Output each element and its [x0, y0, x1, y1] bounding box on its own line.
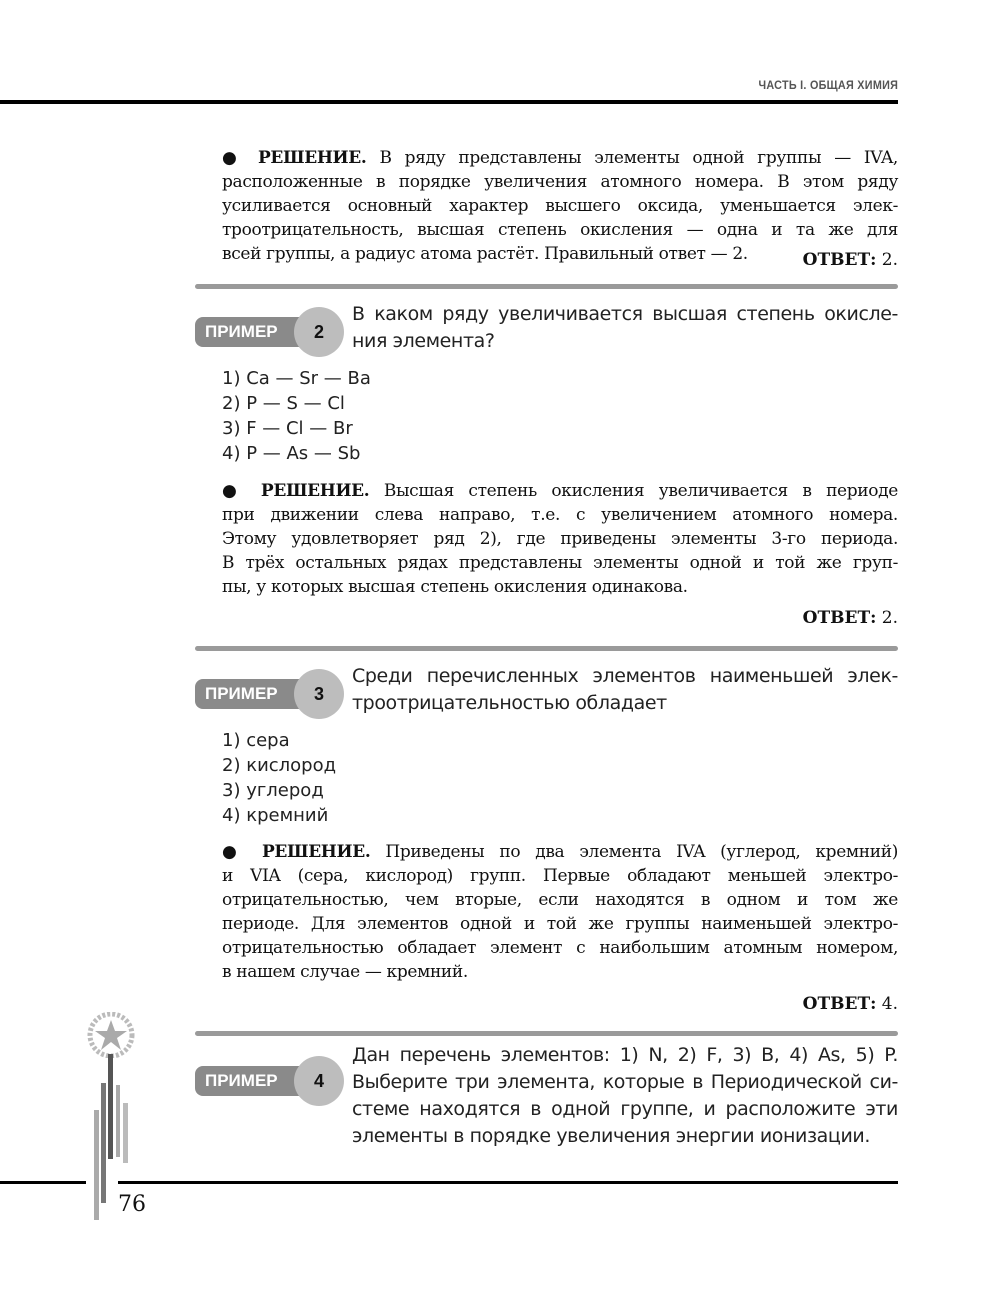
- line-text: В ряду представлены элементы одной группы — IVA,: [366, 148, 898, 168]
- section-divider: [195, 284, 898, 289]
- example-number: 2: [294, 307, 344, 357]
- answer-label: ОТВЕТ:: [802, 608, 877, 628]
- answer-option: 2) P — S — Cl: [222, 393, 345, 414]
- paragraph-line: [222, 864, 898, 888]
- answer-option: 1) сера: [222, 730, 290, 751]
- paragraph-line: [222, 936, 898, 960]
- solution: [222, 840, 898, 984]
- paragraph-line: [222, 840, 898, 864]
- answer-option: 2) кислород: [222, 755, 337, 776]
- example-question: [352, 663, 898, 717]
- answer-options: [222, 366, 371, 466]
- running-header: ЧАСТЬ I. ОБЩАЯ ХИМИЯ: [758, 78, 898, 92]
- line-text: в нашем случае — кремний.: [222, 962, 468, 982]
- example-badge: [195, 1066, 335, 1096]
- answer-option: 3) углерод: [222, 780, 324, 801]
- question-line: Выберите три элемента, которые в Периодической си-: [352, 1071, 898, 1093]
- paragraph-line: [222, 194, 898, 218]
- example-number: 3: [294, 669, 344, 719]
- line-text: всей группы, а радиус атома растёт. Правильный ответ — 2.: [222, 244, 748, 264]
- question-line: В каком ряду увеличивается высшая степень окисле-: [352, 303, 898, 325]
- example-number: 4: [294, 1056, 344, 1106]
- line-text: отрицательностью, чем вторые, если находятся в одном и том же: [222, 890, 898, 910]
- paragraph-line: [222, 146, 898, 170]
- solution: [222, 146, 898, 266]
- solution: [222, 479, 898, 599]
- line-text: при движении слева направо, т.е. с увеличением атомного номера.: [222, 505, 898, 525]
- paragraph-line: [222, 242, 898, 266]
- answer-options: [222, 728, 336, 828]
- answer-option: 3) F — Cl — Br: [222, 418, 353, 439]
- question-line: стеме находятся в одной группе, и расположите эти: [352, 1098, 898, 1120]
- paragraph-line: [222, 503, 898, 527]
- example-badge-label: ПРИМЕР: [195, 317, 313, 347]
- line-text: отрицательностью обладает элемент с наибольшим атомным номером,: [222, 938, 898, 958]
- example-badge-label: ПРИМЕР: [195, 679, 313, 709]
- paragraph-line: [222, 912, 898, 936]
- star-wreath-icon: [86, 1012, 136, 1058]
- answer-value: 2.: [876, 250, 898, 270]
- paragraph-line: [222, 960, 898, 984]
- line-text: пы, у которых высшая степень окисления одинакова.: [222, 577, 688, 597]
- answer: [803, 608, 898, 628]
- solution-label: ● РЕШЕНИЕ.: [222, 481, 370, 501]
- question-line: элементы в порядке увеличения энергии ионизации.: [352, 1125, 870, 1147]
- question-line: Среди перечисленных элементов наименьшей элек-: [352, 665, 898, 687]
- answer-option: 1) Ca — Sr — Ba: [222, 368, 371, 389]
- page-number: 76: [118, 1192, 146, 1217]
- example-badge-label: ПРИМЕР: [195, 1066, 313, 1096]
- example-badge: [195, 679, 335, 709]
- question-line: троотрицательностью обладает: [352, 692, 667, 714]
- answer-value: 4.: [876, 994, 898, 1014]
- example-question: [352, 301, 898, 355]
- paragraph-line: [222, 218, 898, 242]
- solution-label: ● РЕШЕНИЕ.: [222, 148, 367, 168]
- paragraph-line: [222, 170, 898, 194]
- answer: [803, 250, 898, 270]
- paragraph-line: [222, 479, 898, 503]
- answer-value: 2.: [876, 608, 898, 628]
- paragraph-line: [222, 551, 898, 575]
- section-divider: [195, 646, 898, 651]
- footer-rule-right: [118, 1181, 898, 1184]
- line-text: Этому удовлетворяет ряд 2), где приведены элементы 3-го периода.: [222, 529, 898, 549]
- line-text: троотрицательность, высшая степень окисления — одна и та же для: [222, 220, 898, 240]
- answer-label: ОТВЕТ:: [802, 994, 877, 1014]
- solution-label: ● РЕШЕНИЕ.: [222, 842, 371, 862]
- answer-option: 4) P — As — Sb: [222, 443, 361, 464]
- paragraph-line: [222, 575, 898, 599]
- answer: [803, 994, 898, 1014]
- line-text: Высшая степень окисления увеличивается в периоде: [369, 481, 898, 501]
- answer-label: ОТВЕТ:: [802, 250, 877, 270]
- question-line: Дан перечень элементов: 1) N, 2) F, 3) B, 4) As, 5) P.: [352, 1044, 898, 1066]
- line-text: расположенные в порядке увеличения атомного номера. В этом ряду: [222, 172, 898, 192]
- example-question: [352, 1042, 898, 1150]
- section-divider: [195, 1031, 898, 1036]
- answer-option: 4) кремний: [222, 805, 329, 826]
- line-text: усиливается основный характер высшего оксида, уменьшается элек-: [222, 196, 898, 216]
- example-badge: [195, 317, 335, 347]
- footer-rule-left: [0, 1181, 86, 1184]
- line-text: Приведены по два элемента IVA (углерод, кремний): [370, 842, 898, 862]
- paragraph-line: [222, 527, 898, 551]
- line-text: периоде. Для элементов одной и той же группы наименьшей электро-: [222, 914, 898, 934]
- header-rule: [0, 100, 898, 104]
- paragraph-line: [222, 888, 898, 912]
- line-text: и VIA (сера, кислород) групп. Первые обладают меньшей электро-: [222, 866, 898, 886]
- line-text: В трёх остальных рядах представлены элементы одной и той же груп-: [222, 553, 898, 573]
- question-line: ния элемента?: [352, 330, 495, 352]
